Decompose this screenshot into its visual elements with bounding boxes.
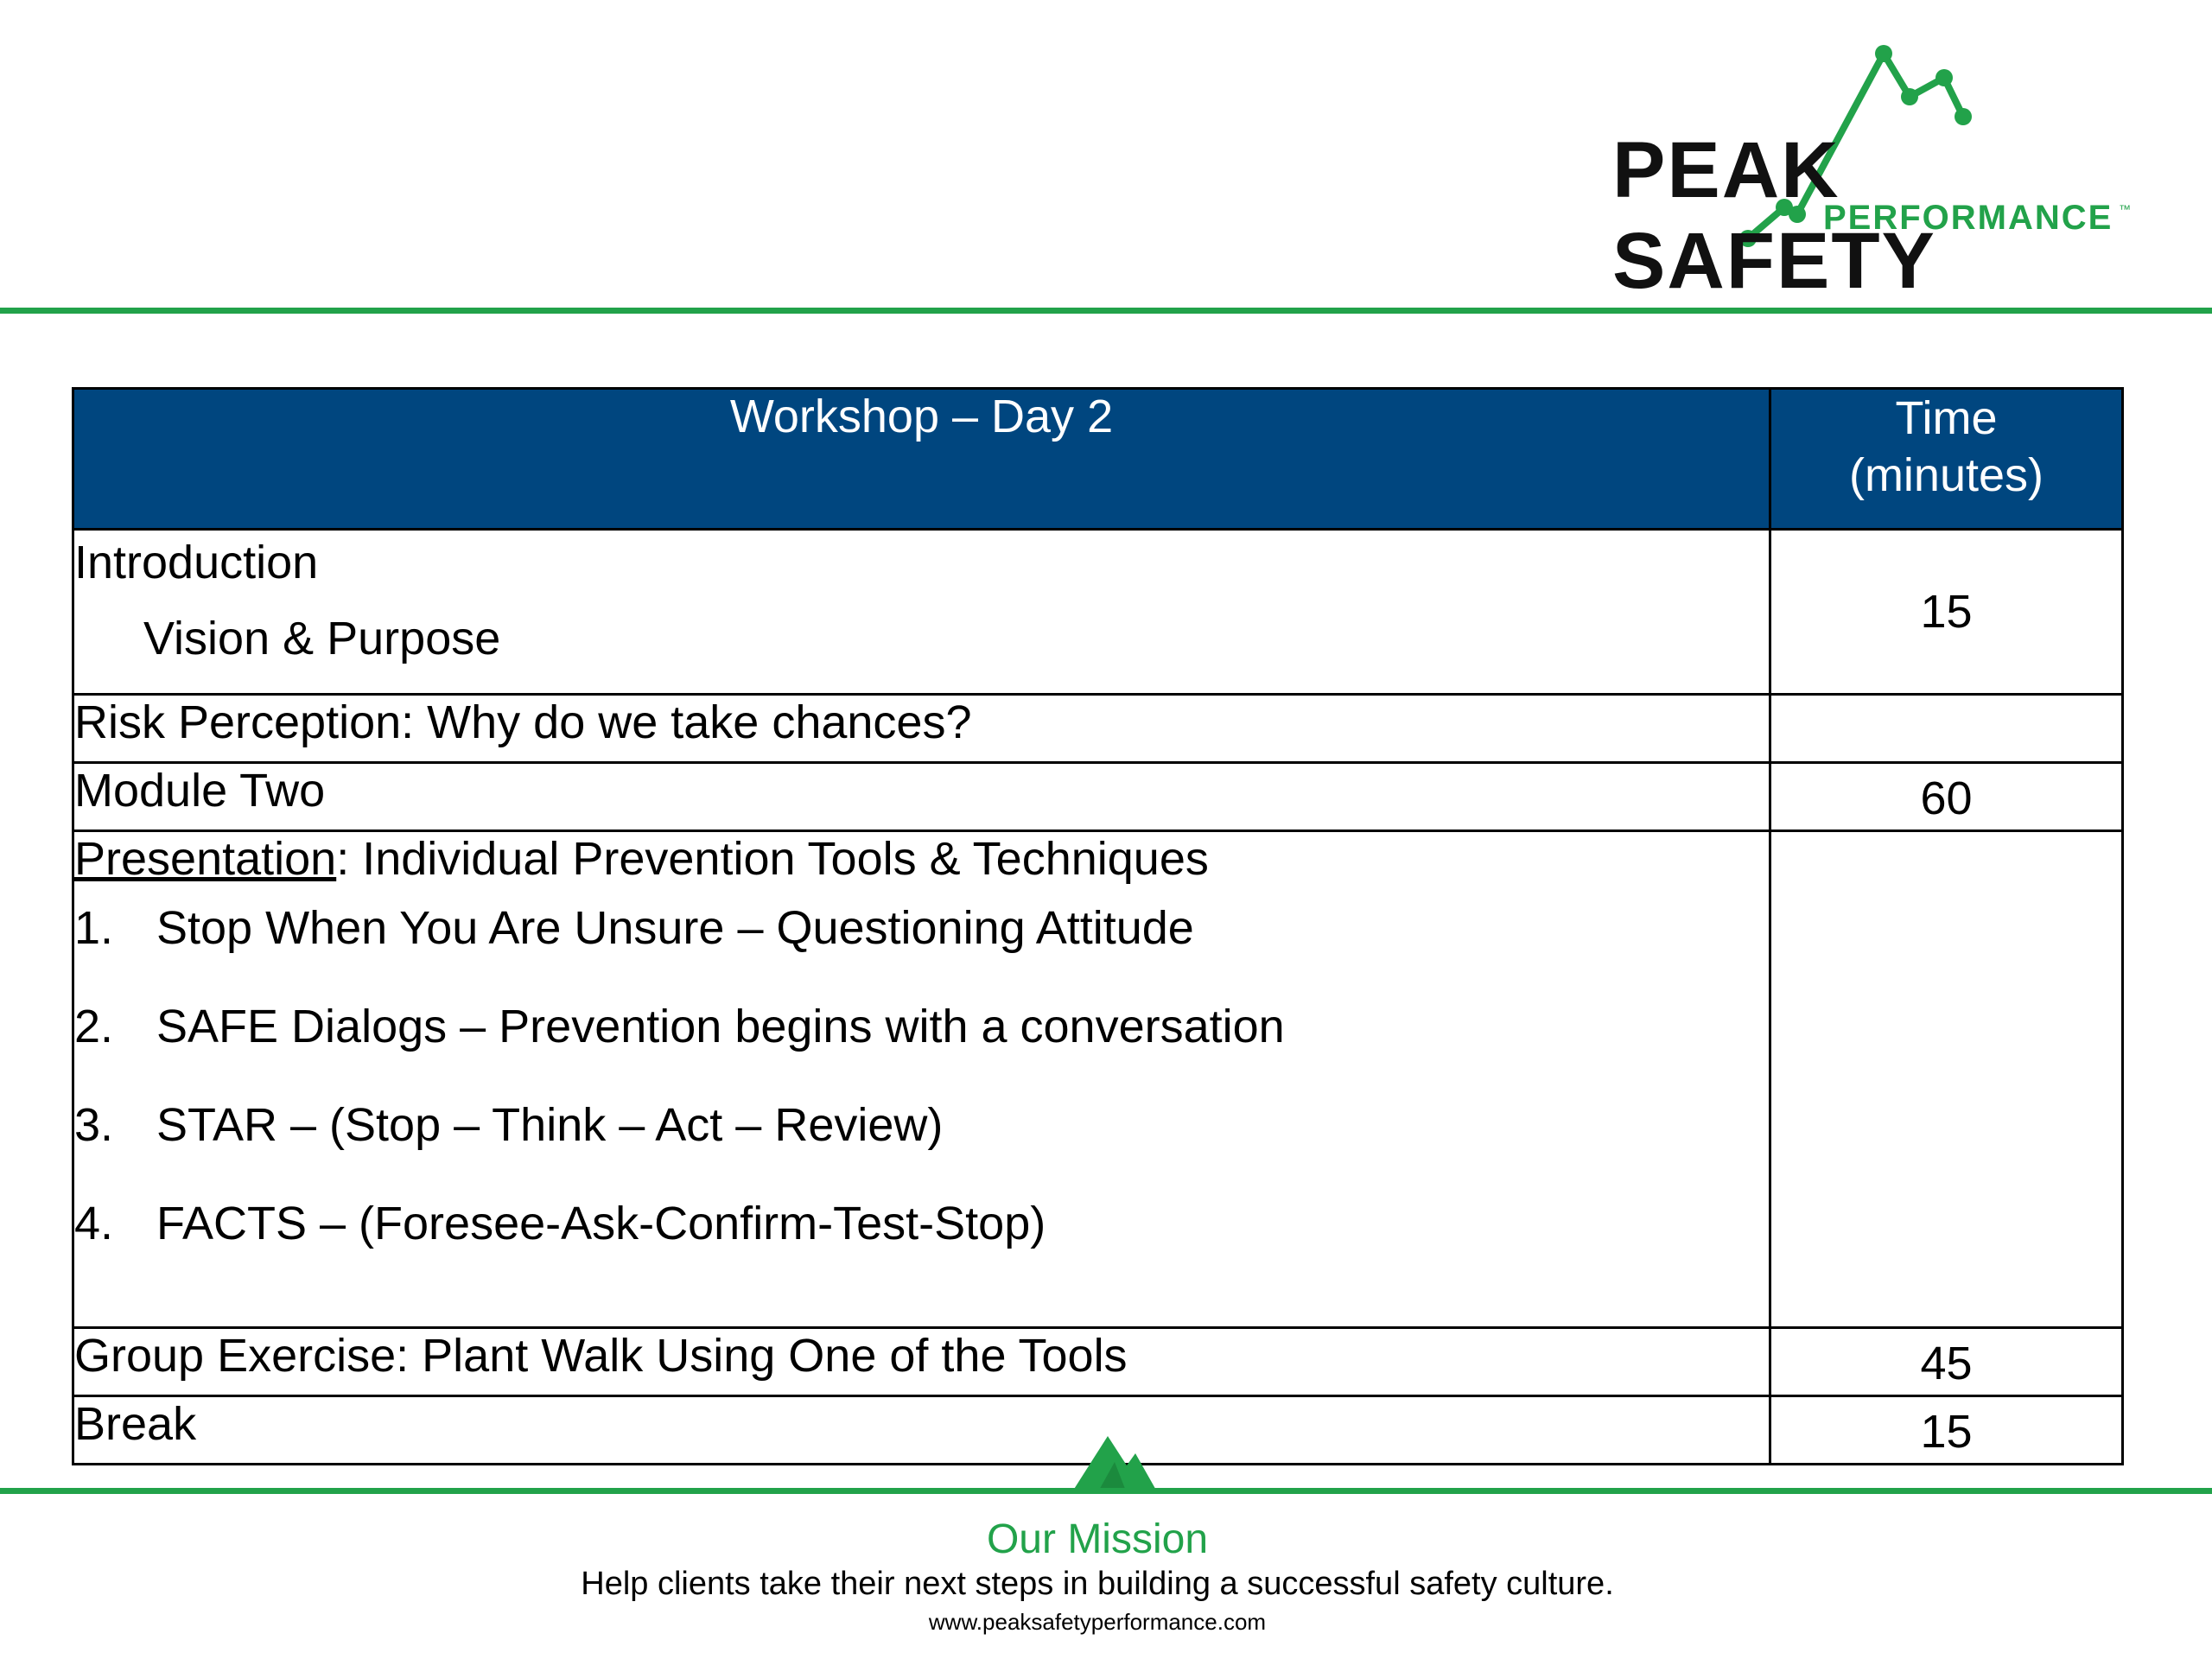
header-time-line1: Time [1895,392,1998,444]
list-item [74,1197,1769,1250]
row-activity: Risk Perception: Why do we take chances? [73,695,1770,763]
row-activity [73,831,1770,1328]
bottom-divider [0,1488,2212,1494]
row-title-underlined: Presentation [74,833,337,885]
list-item [74,1000,1769,1053]
row-activity: Module Two [73,763,1770,831]
row-activity: Break [73,1396,1770,1465]
list-item [74,901,1769,955]
header-time-line2: (minutes) [1848,449,2044,501]
list-text: Stop When You Are Unsure – Questioning Attitude [156,902,1194,954]
top-divider [0,308,2212,314]
table-header-row [73,389,2123,530]
list-item [74,1098,1769,1152]
row-title [74,833,1209,885]
agenda-table [72,387,2124,1465]
list-number: 2. [74,1001,114,1052]
row-time [1770,831,2123,1328]
list-text: FACTS – (Foresee-Ask-Confirm-Test-Stop) [156,1198,1046,1249]
row-title: Introduction [74,537,319,588]
row-subtitle: Vision & Purpose [143,613,501,664]
list-text: SAFE Dialogs – Prevention begins with a conversation [156,1001,1285,1052]
table-row [73,695,2123,763]
logo-wordmark: PEAK SAFETY [1612,126,1936,305]
list-number: 4. [74,1198,114,1249]
numbered-list [74,901,1769,1250]
table-row [73,530,2123,695]
mountain-icon [1071,1436,1158,1493]
list-number: 1. [74,902,114,954]
row-time: 15 [1770,530,2123,695]
mission-statement: Help clients take their next steps in building a successful safety culture. [581,1566,1614,1602]
logo-subword: PERFORMANCE [1823,199,2113,237]
row-time: 45 [1770,1328,2123,1396]
row-time: 15 [1770,1396,2123,1465]
company-logo [1607,43,2143,305]
list-text: STAR – (Stop – Think – Act – Review) [156,1099,944,1151]
row-time [1770,695,2123,763]
table-row [73,831,2123,1328]
table-row [73,1328,2123,1396]
mission-title: Our Mission [986,1516,1209,1562]
table-row [73,763,2123,831]
website-url: www.peaksafetyperformance.com [928,1609,1267,1635]
row-time: 60 [1770,763,2123,831]
row-title-rest: : Individual Prevention Tools & Techniques [336,833,1209,885]
logo-trademark: ™ [2119,202,2131,216]
header-time [1770,389,2123,530]
row-activity [73,530,1770,695]
list-number: 3. [74,1099,114,1151]
row-activity: Group Exercise: Plant Walk Using One of the Tools [73,1328,1770,1396]
header-activity: Workshop – Day 2 [73,389,1770,530]
